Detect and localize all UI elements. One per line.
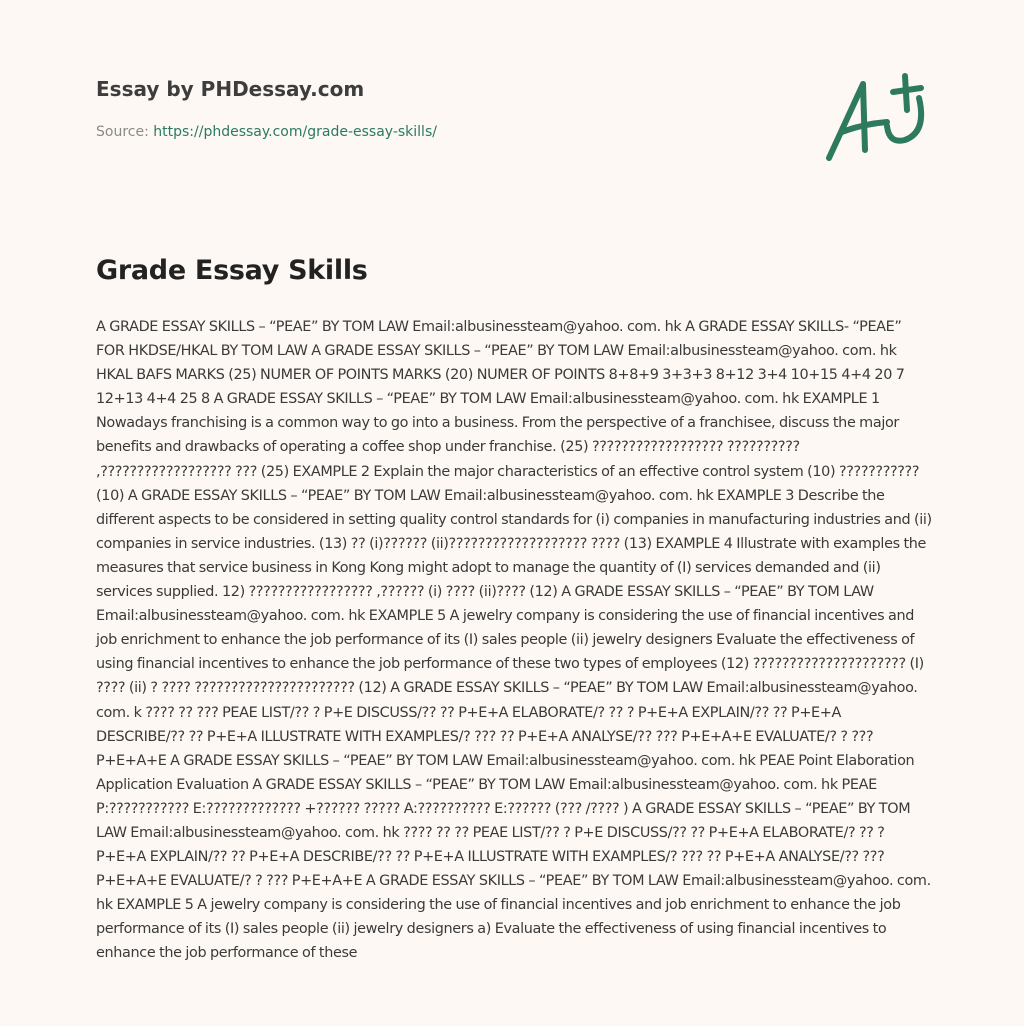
site-title: Essay by PHDessay.com [96,77,365,101]
article-body: A GRADE ESSAY SKILLS – “PEAE” BY TOM LAW Email:albusinessteam@yahoo. com. hk A GRADE ESSAY SKILLS- “PEAE” FOR HKDSE/HKAL BY TOM LAW A GRADE ESSAY SKILLS – “PEAE” BY TOM LAW Email:albusinessteam@yahoo. com. hk HKAL BAFS MARKS (25) NUMER OF POINTS MARKS (20) NUMER OF POINTS 8+8+9 3+3+3 8+12 3+4 10+15 4+4 20 7 12+13 4+4 25 8 A GRADE ESSAY SKILLS – “PEAE” BY TOM LAW Email:albusinessteam@yahoo. com. hk EXAMPLE 1 Nowadays franchising is a common way to go into a business. From the perspective of a franchisee, discuss the major benefits and drawbacks of operating a coffee shop under franchise. (25) ?????????????????? ?????????? ,?????????????????? ??? (25) EXAMPLE 2 Explain the major characteristics of an effective control system (10) ??????????? (10) A GRADE ESSAY SKILLS – “PEAE” BY TOM LAW Email:albusinessteam@yahoo. com. hk EXAMPLE 3 Describe the different aspects to be considered in setting quality control standards for (i) companies in manufacturing industries and (ii) companies in service industries. (13) ?? (i)?????? (ii)??????????????????? ???? (13) EXAMPLE 4 Illustrate with examples the measures that service business in Kong Kong might adopt to manage the quantity of (I) services demanded and (ii) services supplied. 12) ????????????????? ,?????? (i) ???? (ii)???? (12) A GRADE ESSAY SKILLS – “PEAE” BY TOM LAW Email:albusinessteam@yahoo. com. hk EXAMPLE 5 A jewelry company is considering the use of financial incentives and job enrichment to enhance the job performance of its (I) sales people (ii) jewelry designers Evaluate the effectiveness of using financial incentives to enhance the job performance of these two types of employees (12) ????????????????????? (I) ???? (ii) ? ???? ?????????????????????? (12) A GRADE ESSAY SKILLS – “PEAE” BY TOM LAW Email:albusinessteam@yahoo. com. k ???? ?? ??? PEAE LIST/?? ? P+E DISCUSS/?? ?? P+E+A ELABORATE/? ?? ? P+E+A EXPLAIN/?? ?? P+E+A DESCRIBE/?? ?? P+E+A ILLUSTRATE WITH EXAMPLES/? ??? ?? P+E+A ANALYSE/?? ??? P+E+A+E EVALUATE/? ? ??? P+E+A+E A GRADE ESSAY SKILLS – “PEAE” BY TOM LAW Email:albusinessteam@yahoo. com. hk PEAE Point Elaboration Application Evaluation A GRADE ESSAY SKILLS – “PEAE” BY TOM LAW Email:albusinessteam@yahoo. com. hk PEAE P:??????????? E:????????????? +?????? ????? A:?????????? E:?????? (??? /???? ) A GRADE ESSAY SKILLS – “PEAE” BY TOM LAW Email:albusinessteam@yahoo. com. hk ???? ?? ?? PEAE LIST/?? ? P+E DISCUSS/?? ?? P+E+A ELABORATE/? ?? ? P+E+A EXPLAIN/?? ?? P+E+A DESCRIBE/?? ?? P+E+A ILLUSTRATE WITH EXAMPLES/? ??? ?? P+E+A ANALYSE/?? ??? P+E+A+E EVALUATE/? ? ??? P+E+A+E A GRADE ESSAY SKILLS – “PEAE” BY TOM LAW Email:albusinessteam@yahoo. com. hk EXAMPLE 5 A jewelry company is considering the use of financial incentives and job enrichment to enhance the job performance of its (I) sales people (ii) jewelry designers a) Evaluate the effectiveness of using financial incentives to enhance the job performance of these [96,319,932,962]
a-plus-logo-icon [815,62,935,172]
page-title: Grade Essay Skills [96,255,368,286]
source-link[interactable]: https://phdessay.com/grade-essay-skills/ [153,124,437,140]
source-line [96,124,437,140]
source-label: Source: [96,124,149,140]
